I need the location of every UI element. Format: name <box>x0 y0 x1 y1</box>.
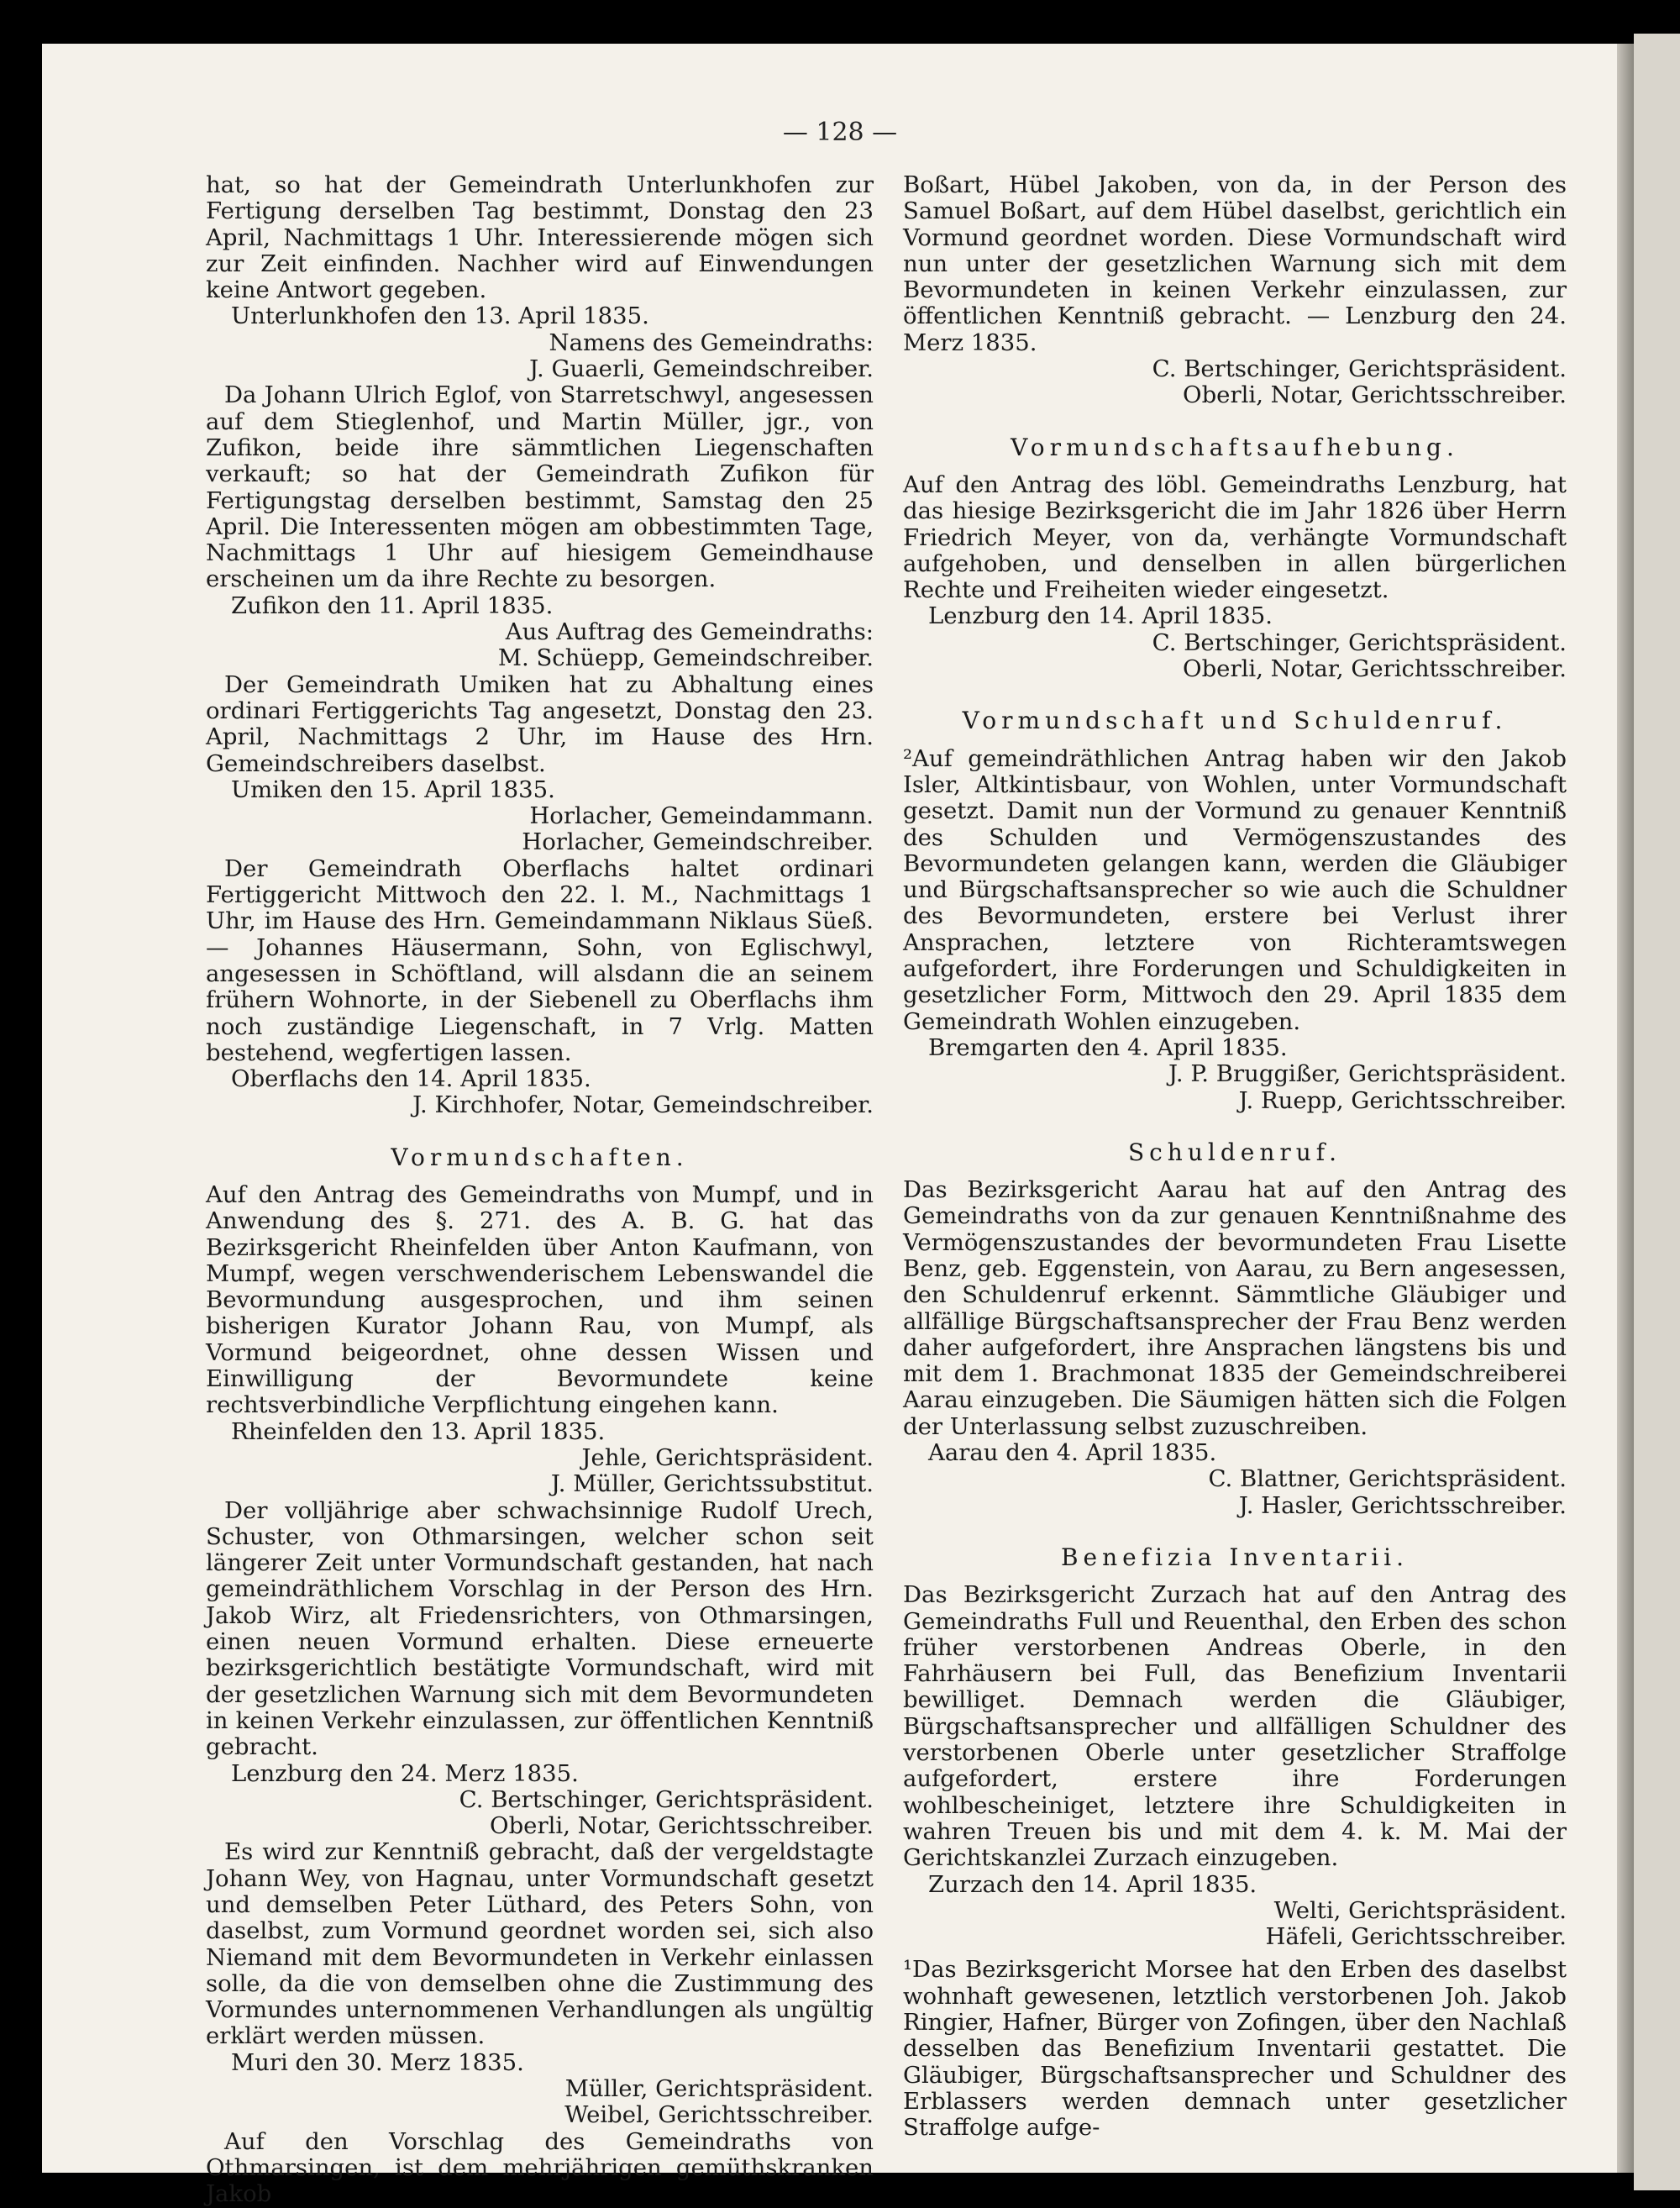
notice-signature: J. Ruepp, Gerichtsschreiber. <box>1238 1086 1567 1114</box>
notice-signature: Weibel, Gerichtsschreiber. <box>564 2101 874 2129</box>
notice-signature: Oberli, Notar, Gerichtsschreiber. <box>1183 381 1567 409</box>
notice-place-date: Zufikon den 11. April 1835. <box>231 591 554 619</box>
notice-signature: Jehle, Gerichtspräsident. <box>581 1443 874 1471</box>
notice-signature: M. Schüepp, Gemeindschreiber. <box>497 644 874 672</box>
page-number: — 128 — <box>782 118 898 147</box>
notice-signature: Aus Auftrag des Gemeindraths: <box>505 618 874 646</box>
notice-morsee: ¹Das Bezirksgericht Morsee hat den Erben des daselbst wohnhaft gewesenen, letztlich verstorbenen Joh. Jakob Ringier, Hafner, Bürger von Zofingen, über den Nachlaß desselben das Benefizium Inventarii gestattet. Die Gläubiger, Bürgschaftsansprecher und Schuldner des Erblassers werden demnach unter gesetzlicher Straffolge aufge- <box>903 1956 1567 2142</box>
notice-signature: C. Bertschinger, Gerichtspräsident. <box>1152 628 1567 656</box>
section-heading-benefizia-inventarii: Benefizia Inventarii. <box>1060 1543 1410 1571</box>
notice-othmarsingen-2: Auf den Vorschlag des Gemeindraths von Othmarsingen, ist dem mehrjährigen gemüthskranken Jakob <box>206 2127 874 2208</box>
page-gutter-shadow <box>1617 44 1634 2173</box>
notice-aarau: Das Bezirksgericht Aarau hat auf den Antrag des Gemeindraths von da zur genauen Kenntnißnahme des Vermögenszustandes der bevormundeten Frau Lisette Benz, geb. Eggenstein, von Aarau, zu Bern angesessen, den Schuldenruf erkennt. Sämmtliche Gläubiger und allfällige Bürgschaftsansprecher der Frau Benz werden daher aufgefordert, ihre Ansprachen längstens bis und mit dem 1. Brachmonat 1835 der Gemeindschreiberei Aarau einzugeben. Die Säumigen hätten sich die Folgen der Unterlassung selbst zuzuschreiben. <box>903 1176 1567 1440</box>
notice-place-date: Umiken den 15. April 1835. <box>231 775 555 803</box>
notice-signature: J. Müller, Gerichtssubstitut. <box>550 1470 874 1498</box>
left-column <box>206 172 874 2208</box>
section-heading-vormundschaftsaufhebung: Vormundschaftsaufhebung. <box>1011 433 1459 461</box>
notice-zurzach: Das Bezirksgericht Zurzach hat auf den Antrag des Gemeindraths Full und Reuenthal, den Erben des schon früher verstorbenen Andreas Oberle, in den Fahrhäusern bei Full, das Benefizium Inventarii bewilliget. Demnach werden die Gläubiger, Bürgschaftsansprecher und allfälligen Schuldner des verstorbenen Oberle unter gesetzlicher Straffolge aufgefordert, erstere ihre Forderungen wohlbescheiniget, letztere ihre Schuldigkeiten in wahren Treuen bis und mit dem 4. k. M. Mai der Gerichtskanzlei Zurzach einzugeben. <box>903 1581 1567 1872</box>
notice-place-date: Rheinfelden den 13. April 1835. <box>231 1417 606 1445</box>
notice-lenzburg-meyer: Auf den Antrag des löbl. Gemeindraths Lenzburg, hat das hiesige Bezirksgericht die im Jahr 1826 über Herrn Friedrich Meyer, von da, verhängte Vormundschaft aufgehoben, und denselben in allen bürgerlichen Rechte und Freiheiten wieder eingesetzt. <box>903 471 1567 604</box>
section-heading-schuldenruf: Schuldenruf. <box>1127 1138 1342 1166</box>
notice-zufikon: Da Johann Ulrich Eglof, von Starretschwyl, angesessen auf dem Stieglenhof, und Martin Müller, jgr., von Zufikon, beide ihre sämmtlichen Liegenschaften verkauft; so hat der Gemeindrath Zufikon für Fertigungstag derselben bestimmt, Samstag den 25 April. Die Interessenten mögen am obbestimmten Tage, Nachmittags 1 Uhr auf hiesigem Gemeindhause erscheinen um da ihre Rechte zu besorgen. <box>206 381 874 593</box>
notice-signature: Horlacher, Gemeindschreiber. <box>522 828 874 856</box>
notice-place-date: Unterlunkhofen den 13. April 1835. <box>231 302 649 330</box>
notice-bossart: Boßart, Hübel Jakoben, von da, in der Person des Samuel Boßart, auf dem Hübel daselbst, gerichtlich ein Vormund geordnet worden. Diese Vormundschaft wird nun unter der gesetzlichen Warnung sich mit dem Bevormundeten in keinen Verkehr einzulassen, zur öffentlichen Kenntniß gebracht. — Lenzburg den 24. Merz 1835. <box>903 171 1567 356</box>
notice-signature: J. Guaerli, Gemeindschreiber. <box>529 355 874 383</box>
notice-place-date: Lenzburg den 24. Merz 1835. <box>231 1759 579 1787</box>
notice-hagnau: Es wird zur Kenntniß gebracht, daß der vergeldstagte Johann Wey, von Hagnau, unter Vormundschaft gesetzt und demselben Peter Lüthard, des Peters Sohn, von daselbst, zum Vormund geordnet worden sei, sich also Niemand mit dem Bevormundeten in Verkehr einlassen solle, da die von demselben ohne die Zustimmung des Vormundes unternommenen Verhandlungen als ungültig erklärt werden müssen. <box>206 1838 874 2050</box>
notice-othmarsingen: Der volljährige aber schwachsinnige Rudolf Urech, Schuster, von Othmarsingen, welcher schon seit längerer Zeit unter Vormundschaft gestanden, hat nach gemeindräthlichem Vorschlag in der Person des Hrn. Jakob Wirz, alt Friedensrichters, von Othmarsingen, einen neuen Vormund erhalten. Diese erneuerte bezirksgerichtlich bestätigte Vormundschaft, wird mit der gesetzlichen Warnung sich mit dem Bevormundeten in keinen Verkehr einzulassen, zur öffentlichen Kenntniß gebracht. <box>206 1496 874 1761</box>
notice-place-date: Muri den 30. Merz 1835. <box>231 2048 524 2076</box>
notice-signature: Welti, Gerichtspräsident. <box>1273 1896 1567 1924</box>
notice-place-date: Zurzach den 14. April 1835. <box>928 1870 1257 1898</box>
notice-signature: Müller, Gerichtspräsident. <box>564 2075 874 2103</box>
notice-signature: J. Kirchhofer, Notar, Gemeindschreiber. <box>412 1091 874 1119</box>
notice-signature: Namens des Gemeindraths: <box>549 329 874 356</box>
notice-signature: Häfeli, Gerichtsschreiber. <box>1265 1923 1567 1951</box>
notice-place-date: Oberflachs den 14. April 1835. <box>231 1065 591 1093</box>
notice-signature: Horlacher, Gemeindammann. <box>529 802 874 830</box>
next-page-edge <box>1634 34 1680 2190</box>
notice-signature: J. P. Bruggißer, Gerichtspräsident. <box>1168 1060 1567 1088</box>
notice-signature: J. Hasler, Gerichtsschreiber. <box>1238 1491 1567 1519</box>
notice-mumpf: Auf den Antrag des Gemeindraths von Mumpf, und in Anwendung des §. 271. des A. B. G. hat das Bezirksgericht Rheinfelden über Anton Kaufmann, von Mumpf, wegen verschwenderischem Lebenswandel die Bevormundung ausgesprochen, und ihm seinen bisherigen Kurator Johann Rau, von Mumpf, als Vormund beigeordnet, ohne dessen Wissen und Einwilligung der Bevormundete keine rechtsverbindliche Verpflichtung eingehen kann. <box>206 1180 874 1419</box>
notice-place-date: Aarau den 4. April 1835. <box>928 1439 1217 1467</box>
notice-wohlen: ²Auf gemeindräthlichen Antrag haben wir den Jakob Isler, Altkintisbaur, von Wohlen, unter Vormundschaft gesetzt. Damit nun der Vormund zu genauer Kenntniß des Schulden und Vermögenszustandes des Bevormundeten gelangen kann, werden die Gläubiger und Bürgschaftsansprecher so wie auch die Schuldner des Bevormundeten, erstere bei Verlust ihrer Ansprachen, letztere von Richteramtswegen aufgefordert, ihre Forderungen und Schuldigkeiten in gesetzlicher Form, Mittwoch den 29. April 1835 dem Gemeindrath Wohlen einzugeben. <box>903 744 1567 1035</box>
notice-oberflachs: Der Gemeindrath Oberflachs haltet ordinari Fertiggericht Mittwoch den 22. l. M., Nachmittags 1 Uhr, im Hause des Hrn. Gemeindammann Niklaus Süeß. — Johannes Häusermann, Sohn, von Eglischwyl, angesessen in Schöftland, will alsdann die an seinem frühern Wohnorte, in der Siebenell zu Oberflachs ihm noch zuständige Liegenschaft, in 7 Vrlg. Matten bestehend, wegfertigen lassen. <box>206 854 874 1066</box>
notice-place-date: Lenzburg den 14. April 1835. <box>928 602 1273 630</box>
right-column <box>903 172 1567 2141</box>
notice-place-date: Bremgarten den 4. April 1835. <box>928 1033 1288 1061</box>
notice-signature: Oberli, Notar, Gerichtsschreiber. <box>490 1812 874 1840</box>
notice-signature: C. Blattner, Gerichtspräsident. <box>1208 1465 1567 1493</box>
section-heading-vormundschaft-schuldenruf: Vormundschaft und Schuldenruf. <box>962 707 1508 735</box>
notice-unterlunkhofen: hat, so hat der Gemeindrath Unterlunkhofen zur Fertigung derselben Tag bestimmt, Donstag den 23 April, Nachmittags 1 Uhr. Interessierende mögen sich zur Zeit einfinden. Nachher wird auf Einwendungen keine Antwort gegeben. <box>206 171 874 304</box>
notice-umiken: Der Gemeindrath Umiken hat zu Abhaltung eines ordinari Fertiggerichts Tag angesetzt, Donstag den 23. April, Nachmittags 2 Uhr, im Hause des Hrn. Gemeindschreibers daselbst. <box>206 670 874 777</box>
section-heading-vormundschaften: Vormundschaften. <box>391 1143 689 1171</box>
notice-signature: C. Bertschinger, Gerichtspräsident. <box>1152 355 1567 383</box>
notice-signature: C. Bertschinger, Gerichtspräsident. <box>459 1785 874 1813</box>
notice-signature: Oberli, Notar, Gerichtsschreiber. <box>1183 655 1567 683</box>
